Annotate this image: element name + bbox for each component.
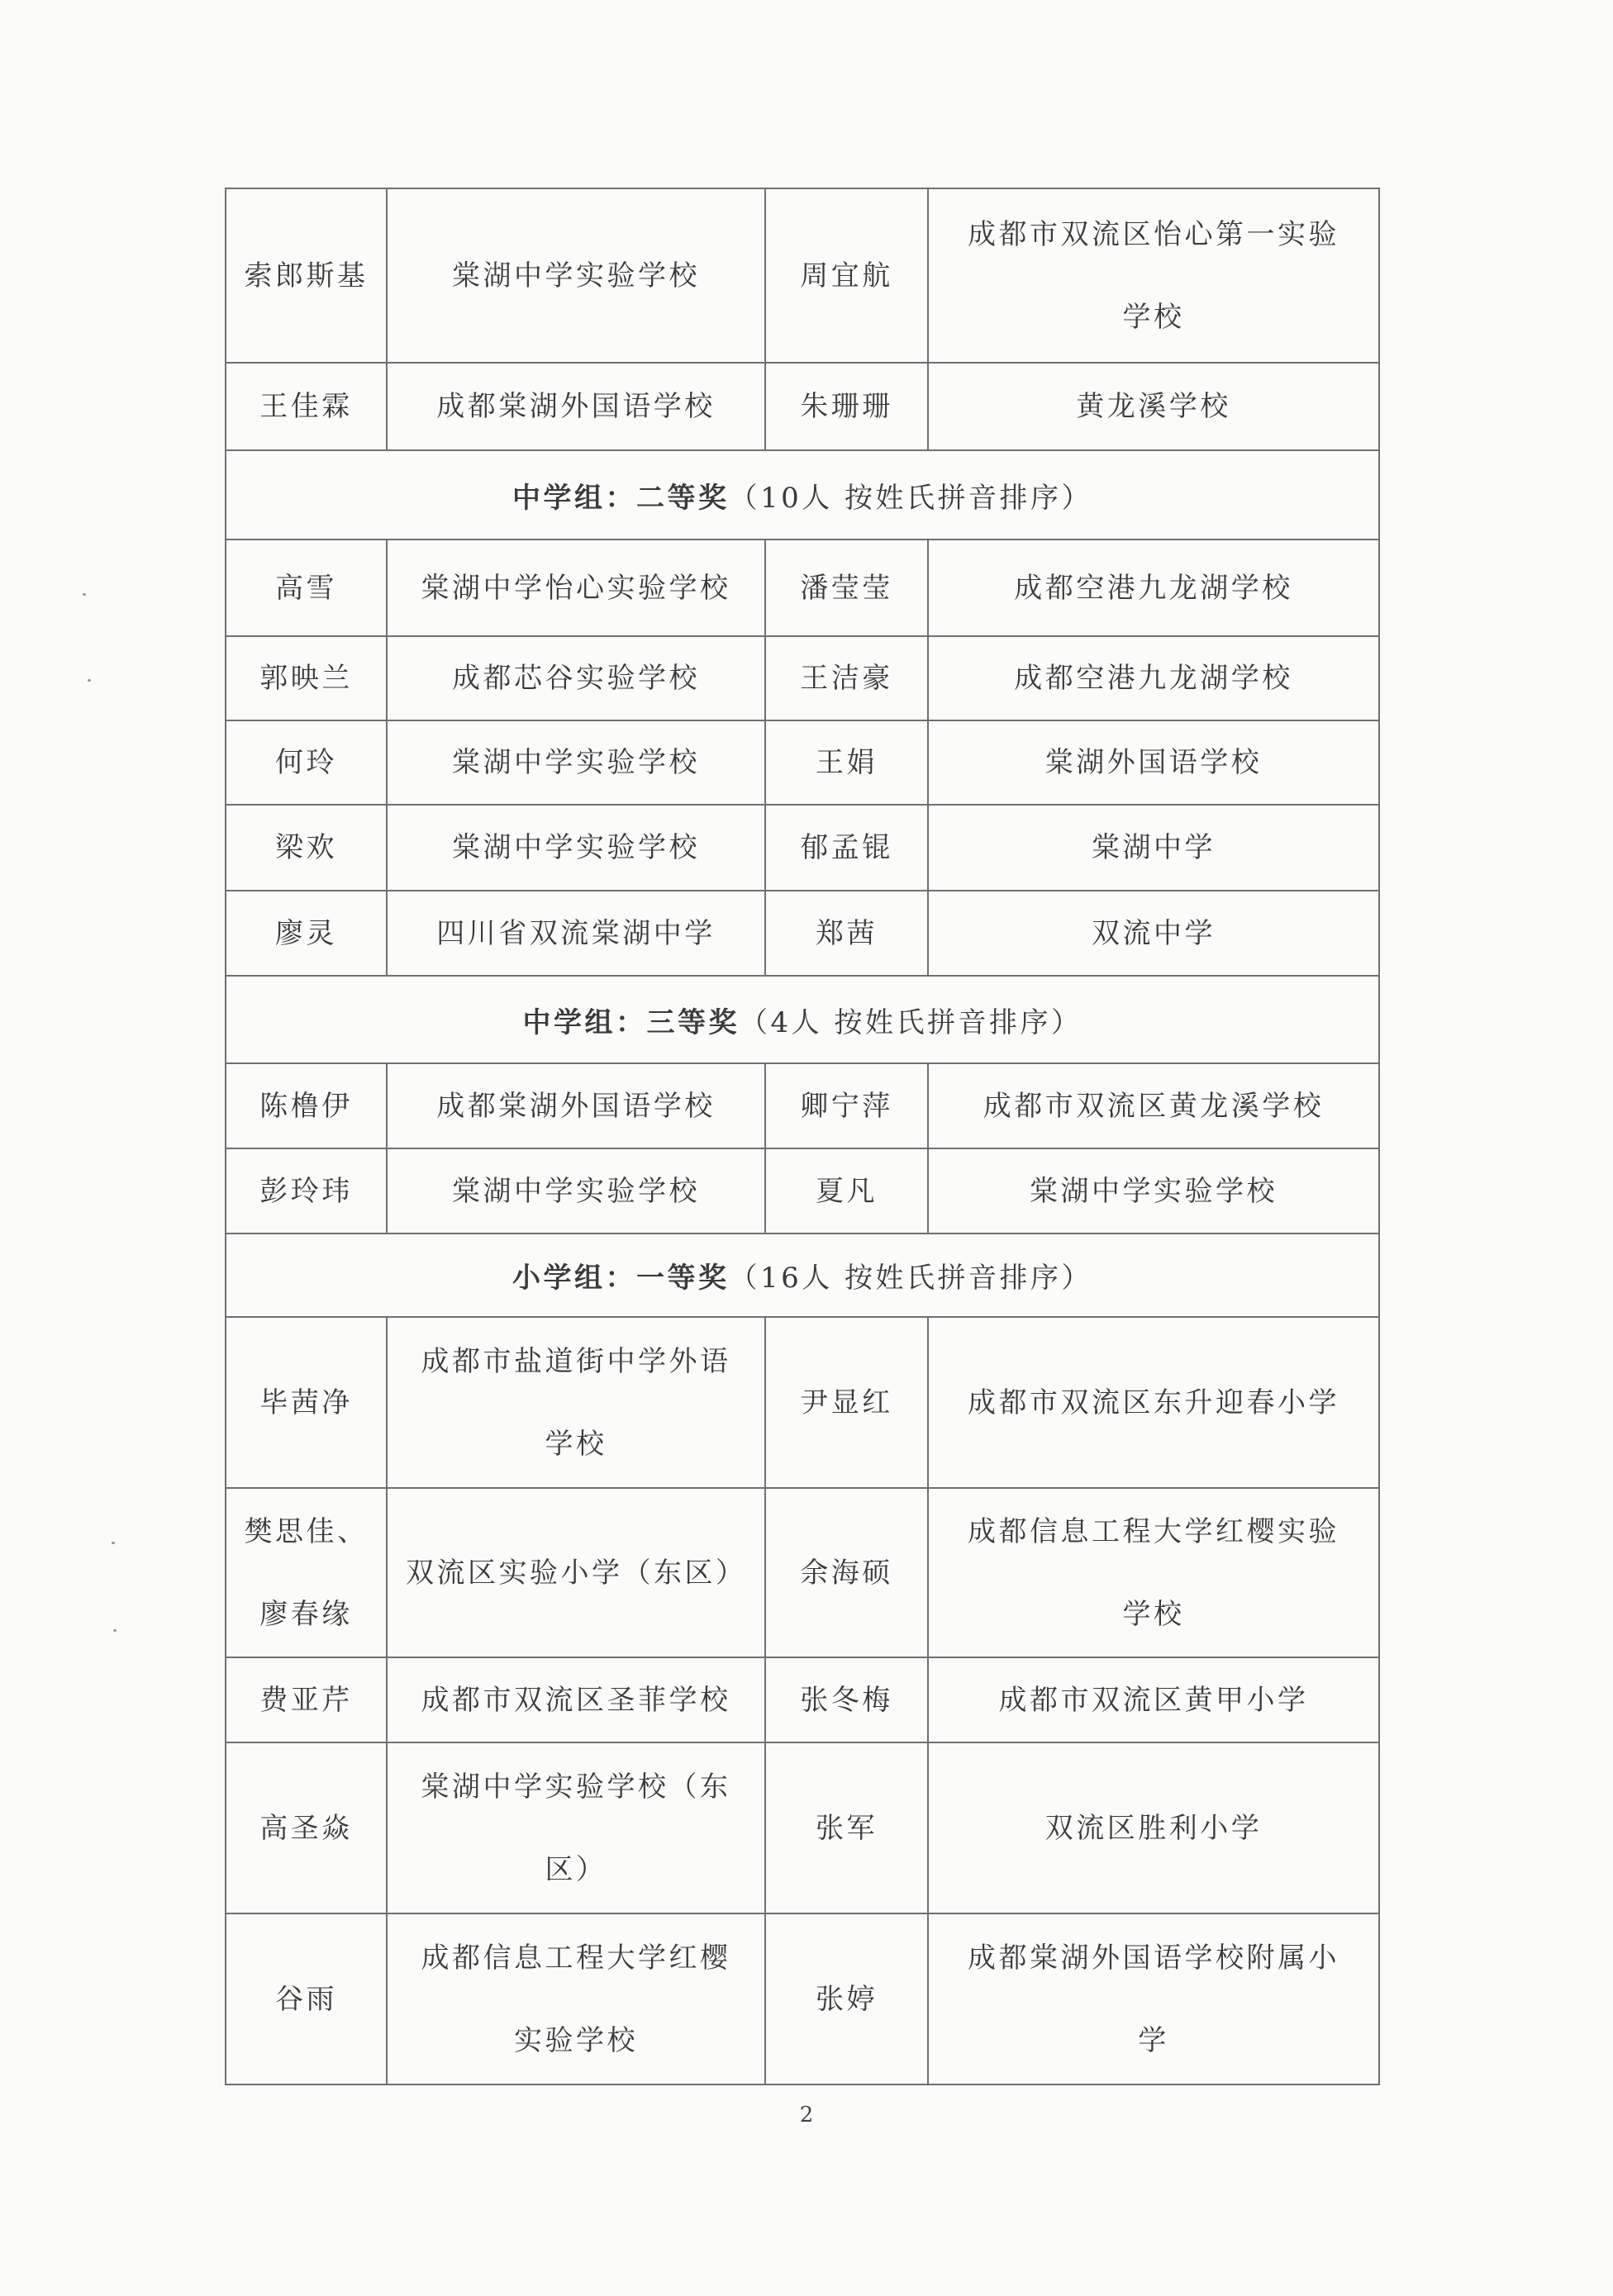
winner-school: 棠湖中学实验学校 [387, 188, 765, 363]
section-header [226, 976, 1379, 1063]
table-row [226, 1742, 1379, 1913]
section-note: （4人 按姓氏拼音排序） [740, 1005, 1082, 1039]
page-number: 2 [799, 2103, 814, 2127]
winner-school: 成都棠湖外国语学校附属小学 [928, 1913, 1379, 2084]
winner-name: 谷雨 [226, 1913, 387, 2084]
section-header-row [226, 450, 1379, 540]
winner-name: 费亚芹 [226, 1657, 387, 1742]
winner-name: 朱珊珊 [765, 363, 928, 450]
winner-name: 张军 [765, 1742, 928, 1913]
winner-name: 何玲 [226, 720, 387, 805]
section-header-row [226, 976, 1379, 1063]
winner-school: 成都信息工程大学红樱实验学校 [928, 1488, 1379, 1657]
winner-school: 棠湖中学实验学校（东区） [387, 1742, 765, 1913]
table-row [226, 891, 1379, 976]
winner-school: 成都空港九龙湖学校 [928, 540, 1379, 636]
scan-speck [83, 593, 86, 596]
winner-school: 双流区实验小学（东区） [387, 1488, 765, 1657]
section-note: （10人 按姓氏拼音排序） [729, 481, 1093, 515]
winner-school: 成都空港九龙湖学校 [928, 636, 1379, 720]
winner-name: 陈橹伊 [226, 1063, 387, 1148]
winner-school: 棠湖中学实验学校 [387, 720, 765, 805]
winner-name: 梁欢 [226, 805, 387, 891]
winner-school: 成都棠湖外国语学校 [387, 363, 765, 450]
winner-name: 夏凡 [765, 1148, 928, 1234]
winner-school: 棠湖外国语学校 [928, 720, 1379, 805]
winner-school: 成都市双流区怡心第一实验学校 [928, 188, 1379, 363]
winner-school: 棠湖中学 [928, 805, 1379, 891]
table-row [226, 720, 1379, 805]
winner-name: 高雪 [226, 540, 387, 636]
table-row [226, 1063, 1379, 1148]
table-row [226, 1657, 1379, 1742]
winner-school: 成都芯谷实验学校 [387, 636, 765, 720]
winner-name: 樊思佳、廖春缘 [226, 1488, 387, 1657]
award-table-body [226, 188, 1379, 2084]
winner-school: 成都市盐道街中学外语学校 [387, 1317, 765, 1488]
winner-school: 成都市双流区东升迎春小学 [928, 1317, 1379, 1488]
winner-school: 成都市双流区黄甲小学 [928, 1657, 1379, 1742]
winner-school: 四川省双流棠湖中学 [387, 891, 765, 976]
winner-name: 廖灵 [226, 891, 387, 976]
winner-school: 成都棠湖外国语学校 [387, 1063, 765, 1148]
winner-name: 卿宁萍 [765, 1063, 928, 1148]
award-table [225, 188, 1380, 2085]
section-header [226, 450, 1379, 540]
winner-name: 潘莹莹 [765, 540, 928, 636]
section-title: 中学组：三等奖 [522, 1005, 740, 1039]
winner-name: 彭玲玮 [226, 1148, 387, 1234]
table-row [226, 805, 1379, 891]
winner-name: 尹显红 [765, 1317, 928, 1488]
winner-school: 棠湖中学实验学校 [928, 1148, 1379, 1234]
winner-school: 棠湖中学实验学校 [387, 805, 765, 891]
table-row [226, 1913, 1379, 2084]
table-row [226, 363, 1379, 450]
table-row [226, 188, 1379, 363]
winner-name: 郁孟锟 [765, 805, 928, 891]
scan-speck [88, 679, 91, 682]
winner-name: 王洁豪 [765, 636, 928, 720]
winner-name: 周宜航 [765, 188, 928, 363]
winner-school: 成都市双流区圣菲学校 [387, 1657, 765, 1742]
winner-school: 成都市双流区黄龙溪学校 [928, 1063, 1379, 1148]
table-row [226, 540, 1379, 636]
section-note: （16人 按姓氏拼音排序） [729, 1262, 1093, 1295]
winner-name: 高圣焱 [226, 1742, 387, 1913]
winner-name: 余海硕 [765, 1488, 928, 1657]
winner-name: 张冬梅 [765, 1657, 928, 1742]
winner-school: 双流中学 [928, 891, 1379, 976]
winner-name: 郑茜 [765, 891, 928, 976]
winner-name: 毕茜净 [226, 1317, 387, 1488]
table-row [226, 636, 1379, 720]
winner-name: 王佳霖 [226, 363, 387, 450]
scan-speck [112, 1542, 115, 1544]
section-header [226, 1234, 1379, 1317]
winner-school: 成都信息工程大学红樱实验学校 [387, 1913, 765, 2084]
winner-name: 郭映兰 [226, 636, 387, 720]
winner-school: 棠湖中学怡心实验学校 [387, 540, 765, 636]
table-row [226, 1148, 1379, 1234]
winner-name: 索郎斯基 [226, 188, 387, 363]
winner-school: 棠湖中学实验学校 [387, 1148, 765, 1234]
table-row [226, 1488, 1379, 1657]
scan-speck [113, 1629, 117, 1632]
winner-school: 双流区胜利小学 [928, 1742, 1379, 1913]
section-header-row [226, 1234, 1379, 1317]
winner-name: 张婷 [765, 1913, 928, 2084]
table-row [226, 1317, 1379, 1488]
section-title: 小学组：一等奖 [511, 1262, 730, 1295]
section-title: 中学组：二等奖 [511, 481, 730, 515]
winner-name: 王娟 [765, 720, 928, 805]
winner-school: 黄龙溪学校 [928, 363, 1379, 450]
